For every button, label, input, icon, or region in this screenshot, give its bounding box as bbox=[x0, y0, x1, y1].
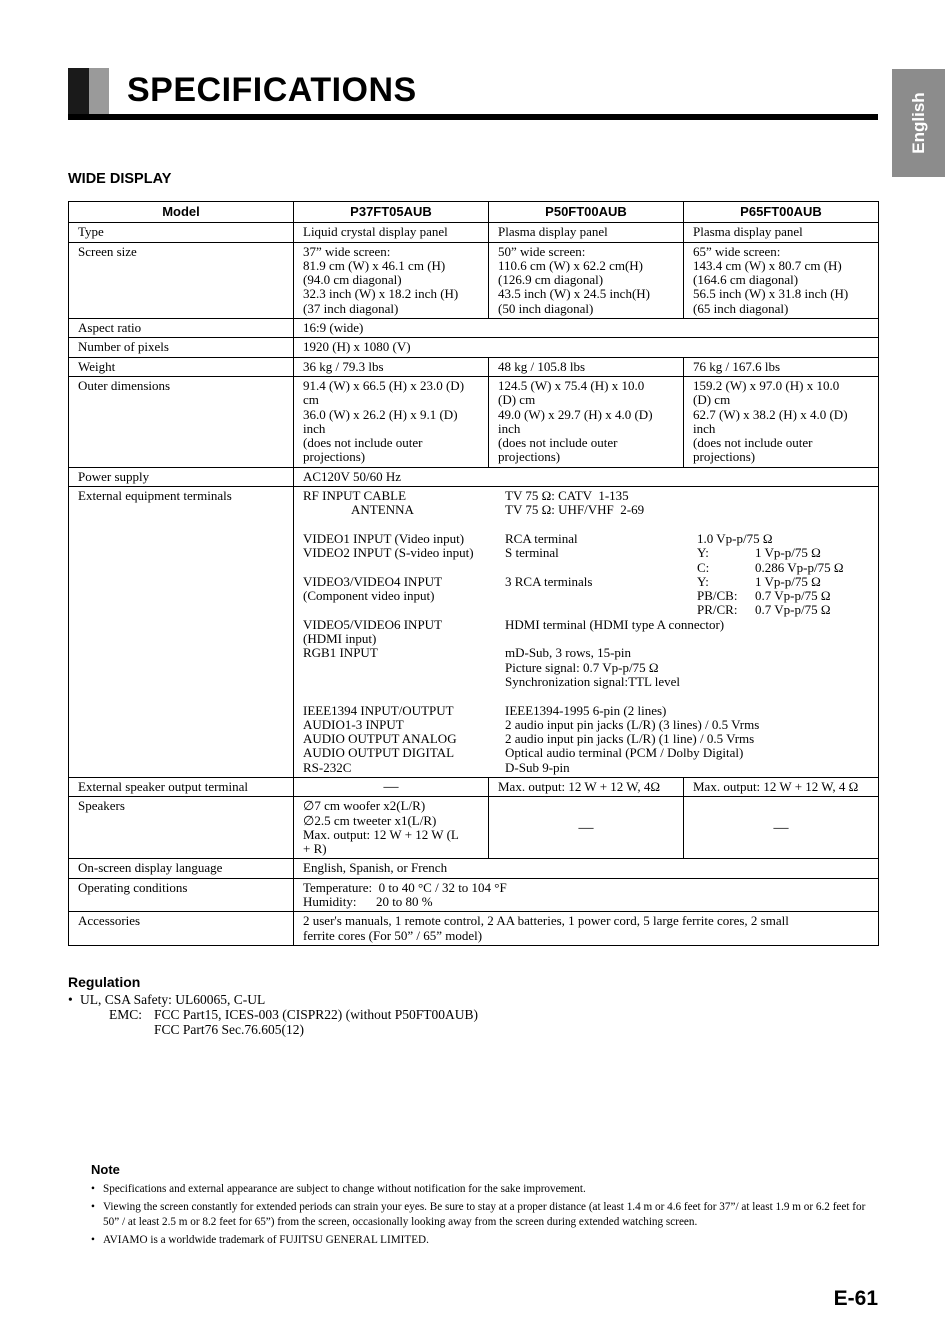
terminal-cell: AUDIO OUTPUT DIGITAL bbox=[303, 745, 455, 761]
cell-p50: Plasma display panel bbox=[489, 223, 684, 242]
note-item: • AVIAMO is a worldwide trademark of FUJITSU GENERAL LIMITED. bbox=[91, 1233, 867, 1248]
terminal-cell bbox=[303, 518, 505, 532]
terminal-cell: VIDEO5/VIDEO6 INPUT bbox=[303, 616, 443, 632]
terminal-cell bbox=[755, 632, 869, 646]
terminals-grid bbox=[303, 489, 869, 775]
terminal-cell bbox=[697, 675, 755, 689]
regulation-title: Regulation bbox=[68, 974, 141, 990]
language-tab bbox=[892, 69, 945, 177]
terminal-cell: 0.7 Vp-p/75 Ω bbox=[755, 588, 831, 604]
terminal-cell: S terminal bbox=[505, 545, 559, 561]
cell-all: English, Spanish, or French bbox=[294, 859, 879, 878]
terminal-cell: Optical audio terminal (PCM / Dolby Digital) bbox=[505, 745, 744, 761]
header-rule bbox=[68, 114, 878, 120]
header-bar-dark bbox=[68, 68, 89, 120]
table-row bbox=[69, 912, 879, 946]
regulation-emc-2: FCC Part76 Sec.76.605(12) bbox=[154, 1021, 304, 1037]
row-label: Aspect ratio bbox=[69, 319, 294, 338]
terminal-cell: IEEE1394 INPUT/OUTPUT bbox=[303, 702, 454, 718]
terminal-cell bbox=[303, 689, 505, 703]
cell-p50: Max. output: 12 W + 12 W, 4Ω bbox=[489, 777, 684, 796]
terminal-cell bbox=[697, 618, 755, 632]
cell-p37-dash: — bbox=[294, 777, 489, 796]
terminal-cell: RS-232C bbox=[303, 759, 352, 775]
terminal-cell bbox=[755, 503, 869, 517]
terminal-cell: (HDMI input) bbox=[303, 631, 377, 647]
row-label: Screen size bbox=[69, 242, 294, 318]
bullet: • bbox=[68, 992, 73, 1007]
terminal-cell: TV 75 Ω: UHF/VHF 2-69 bbox=[505, 502, 645, 518]
header-p65: P65FT00AUB bbox=[684, 202, 879, 223]
table-row bbox=[69, 319, 879, 338]
terminal-cell: AUDIO1-3 INPUT bbox=[303, 716, 404, 732]
terminal-cell bbox=[755, 646, 869, 660]
terminal-cell bbox=[755, 618, 869, 632]
terminal-cell bbox=[755, 704, 869, 718]
terminal-cell bbox=[697, 689, 755, 703]
terminal-cell bbox=[755, 761, 869, 775]
terminal-cell: 0.286 Vp-p/75 Ω bbox=[755, 559, 844, 575]
page-title: SPECIFICATIONS bbox=[127, 71, 417, 109]
terminal-cell bbox=[697, 646, 755, 660]
terminal-cell: D-Sub 9-pin bbox=[505, 759, 570, 775]
terminal-cell: (Component video input) bbox=[303, 588, 435, 604]
terminal-cell bbox=[505, 603, 697, 617]
terminal-cell: RCA terminal bbox=[505, 530, 578, 546]
terminal-cell bbox=[697, 661, 755, 675]
regulation-spacer bbox=[68, 1023, 154, 1038]
header-p37: P37FT05AUB bbox=[294, 202, 489, 223]
terminal-cell bbox=[697, 718, 755, 732]
terminal-cell: VIDEO3/VIDEO4 INPUT bbox=[303, 573, 443, 589]
cell-all: 16:9 (wide) bbox=[294, 319, 879, 338]
row-label: Power supply bbox=[69, 467, 294, 486]
cell-all: AC120V 50/60 Hz bbox=[294, 467, 879, 486]
table-row bbox=[69, 797, 879, 859]
note-item: • Specifications and external appearance are subject to change without notification for the sake improvement. bbox=[91, 1182, 867, 1197]
terminal-cell: 0.7 Vp-p/75 Ω bbox=[755, 602, 831, 618]
table-header-row bbox=[69, 202, 879, 223]
terminal-cell bbox=[755, 675, 869, 689]
terminal-cell bbox=[303, 675, 505, 689]
table-row bbox=[69, 777, 879, 796]
terminal-cell bbox=[505, 632, 697, 646]
section-title: WIDE DISPLAY bbox=[68, 171, 172, 187]
terminal-cell: 2 audio input pin jacks (L/R) (1 line) / 0.5 Vrms bbox=[505, 731, 755, 747]
row-label: Weight bbox=[69, 357, 294, 376]
terminal-cell bbox=[697, 732, 755, 746]
terminal-cell: TV 75 Ω: CATV 1-135 bbox=[505, 488, 629, 504]
terminal-cell: C: bbox=[697, 559, 710, 575]
terminal-cell: RF INPUT CABLE bbox=[303, 488, 407, 504]
regulation-text bbox=[68, 993, 478, 1037]
table-row bbox=[69, 357, 879, 376]
terminal-cell bbox=[755, 489, 869, 503]
terminal-cell: Y: bbox=[697, 545, 709, 561]
terminal-cell: Picture signal: 0.7 Vp-p/75 Ω bbox=[505, 659, 659, 675]
language-tab-label: English bbox=[908, 92, 928, 154]
regulation-line bbox=[68, 1008, 478, 1023]
cell-p37: 36 kg / 79.3 lbs bbox=[294, 357, 489, 376]
cell-all: Temperature: 0 to 40 °C / 32 to 104 °F Humidity: 20 to 80 % bbox=[294, 878, 879, 912]
terminal-cell bbox=[505, 589, 697, 603]
cell-all: 1920 (H) x 1080 (V) bbox=[294, 338, 879, 357]
terminal-cell: VIDEO2 INPUT (S-video input) bbox=[303, 545, 474, 561]
table-row bbox=[69, 467, 879, 486]
cell-p50: 50” wide screen: 110.6 cm (W) x 62.2 cm(H) (126.9 cm diagonal) 43.5 inch (W) x 24.5 inch(H) (50 inch diagonal) bbox=[489, 242, 684, 318]
cell-p50: 48 kg / 105.8 lbs bbox=[489, 357, 684, 376]
terminal-cell: 2 audio input pin jacks (L/R) (3 lines) / 0.5 Vrms bbox=[505, 716, 760, 732]
terminal-cell: 1 Vp-p/75 Ω bbox=[755, 573, 821, 589]
terminal-cell: IEEE1394-1995 6-pin (2 lines) bbox=[505, 702, 667, 718]
note-list bbox=[91, 1182, 867, 1251]
page-number: E-61 bbox=[833, 1287, 878, 1310]
terminal-cell bbox=[303, 661, 505, 675]
terminal-cell: Y: bbox=[697, 573, 709, 589]
terminal-cell bbox=[303, 603, 505, 617]
terminal-cell bbox=[505, 561, 697, 575]
row-label: Accessories bbox=[69, 912, 294, 946]
note-item: • Viewing the screen constantly for extended periods can strain your eyes. Be sure to stay at a proper distance (at least 1.4 m or 4.6 feet for 37”/ at least 1.9 m or 6.2 feet for 50” / at least 2.5 m or 8.2 feet for 65”) from the screen, occasionally looking away from the screen during extended watching screen. bbox=[91, 1200, 867, 1230]
cell-p50: 124.5 (W) x 75.4 (H) x 10.0 (D) cm 49.0 (W) x 29.7 (H) x 4.0 (D) inch (does not include outer projections) bbox=[489, 376, 684, 467]
terminal-cell bbox=[755, 532, 869, 546]
table-row bbox=[69, 376, 879, 467]
cell-p37: 91.4 (W) x 66.5 (H) x 23.0 (D) cm 36.0 (W) x 26.2 (H) x 9.1 (D) inch (does not include outer projections) bbox=[294, 376, 489, 467]
terminal-cell bbox=[697, 489, 755, 503]
regulation-line bbox=[68, 1023, 478, 1038]
cell-p65: Max. output: 12 W + 12 W, 4 Ω bbox=[684, 777, 879, 796]
row-label: On-screen display language bbox=[69, 859, 294, 878]
terminal-cell: VIDEO1 INPUT (Video input) bbox=[303, 530, 465, 546]
note-title: Note bbox=[91, 1162, 120, 1177]
row-label: External equipment terminals bbox=[69, 487, 294, 778]
terminal-cell bbox=[505, 689, 697, 703]
terminal-cell bbox=[755, 518, 869, 532]
cell-p65: Plasma display panel bbox=[684, 223, 879, 242]
cell-p65-dash: — bbox=[684, 797, 879, 859]
terminal-cell bbox=[697, 761, 755, 775]
table-row bbox=[69, 338, 879, 357]
terminal-cell bbox=[303, 561, 505, 575]
regulation-emc-1: FCC Part15, ICES-003 (CISPR22) (without P50FT00AUB) bbox=[154, 1006, 479, 1022]
row-label: Type bbox=[69, 223, 294, 242]
terminal-cell: mD-Sub, 3 rows, 15-pin bbox=[505, 645, 632, 661]
regulation-line bbox=[68, 993, 478, 1008]
cell-p37: 37” wide screen: 81.9 cm (W) x 46.1 cm (H) (94.0 cm diagonal) 32.3 inch (W) x 18.2 inch (H) (37 inch diagonal) bbox=[294, 242, 489, 318]
terminal-cell: 1 Vp-p/75 Ω bbox=[755, 545, 821, 561]
cell-all: 2 user's manuals, 1 remote control, 2 AA batteries, 1 power cord, 5 large ferrite cores, 2 small ferrite cores (For 50” / 65” model) bbox=[294, 912, 879, 946]
cell-p65: 76 kg / 167.6 lbs bbox=[684, 357, 879, 376]
terminal-cell: 3 RCA terminals bbox=[505, 573, 593, 589]
cell-p50-dash: — bbox=[489, 797, 684, 859]
terminal-cell bbox=[505, 518, 697, 532]
terminal-cell bbox=[755, 746, 869, 760]
row-label: External speaker output terminal bbox=[69, 777, 294, 796]
terminal-cell bbox=[697, 704, 755, 718]
terminal-cell bbox=[755, 718, 869, 732]
table-row bbox=[69, 878, 879, 912]
table-row bbox=[69, 242, 879, 318]
terminal-cell bbox=[697, 632, 755, 646]
terminal-cell: RGB1 INPUT bbox=[303, 645, 378, 661]
header-model: Model bbox=[69, 202, 294, 223]
cell-p37: ∅7 cm woofer x2(L/R) ∅2.5 cm tweeter x1(L/R) Max. output: 12 W + 12 W (L + R) bbox=[294, 797, 489, 859]
terminal-cell: ANTENNA bbox=[303, 502, 414, 518]
header-bar-gray bbox=[89, 68, 109, 120]
regulation-safety: UL, CSA Safety: UL60065, C-UL bbox=[80, 992, 266, 1007]
cell-p37: Liquid crystal display panel bbox=[294, 223, 489, 242]
terminal-cell: Synchronization signal:TTL level bbox=[505, 673, 680, 689]
row-label: Speakers bbox=[69, 797, 294, 859]
row-label: Number of pixels bbox=[69, 338, 294, 357]
cell-p65: 159.2 (W) x 97.0 (H) x 10.0 (D) cm 62.7 (W) x 38.2 (H) x 4.0 (D) inch (does not include outer projections) bbox=[684, 376, 879, 467]
regulation-emc-label: EMC: bbox=[108, 1006, 142, 1022]
terminal-cell: PB/CB: bbox=[697, 588, 738, 604]
table-row bbox=[69, 223, 879, 242]
terminal-cell bbox=[755, 661, 869, 675]
terminal-cell bbox=[755, 689, 869, 703]
specifications-table bbox=[68, 201, 879, 946]
terminal-cell bbox=[697, 746, 755, 760]
table-row bbox=[69, 859, 879, 878]
terminal-cell bbox=[697, 518, 755, 532]
terminal-cell bbox=[697, 503, 755, 517]
header-p50: P50FT00AUB bbox=[489, 202, 684, 223]
table-row bbox=[69, 487, 879, 778]
terminal-cell bbox=[755, 732, 869, 746]
terminals-cell bbox=[294, 487, 879, 778]
row-label: Operating conditions bbox=[69, 878, 294, 912]
terminal-cell: AUDIO OUTPUT ANALOG bbox=[303, 731, 457, 747]
row-label: Outer dimensions bbox=[69, 376, 294, 467]
cell-p65: 65” wide screen: 143.4 cm (W) x 80.7 cm (H) (164.6 cm diagonal) 56.5 inch (W) x 31.8 inch (H) (65 inch diagonal) bbox=[684, 242, 879, 318]
terminal-cell: HDMI terminal (HDMI type A connector) bbox=[505, 616, 725, 632]
terminal-cell: PR/CR: bbox=[697, 602, 738, 618]
terminal-cell: 1.0 Vp-p/75 Ω bbox=[697, 530, 773, 546]
